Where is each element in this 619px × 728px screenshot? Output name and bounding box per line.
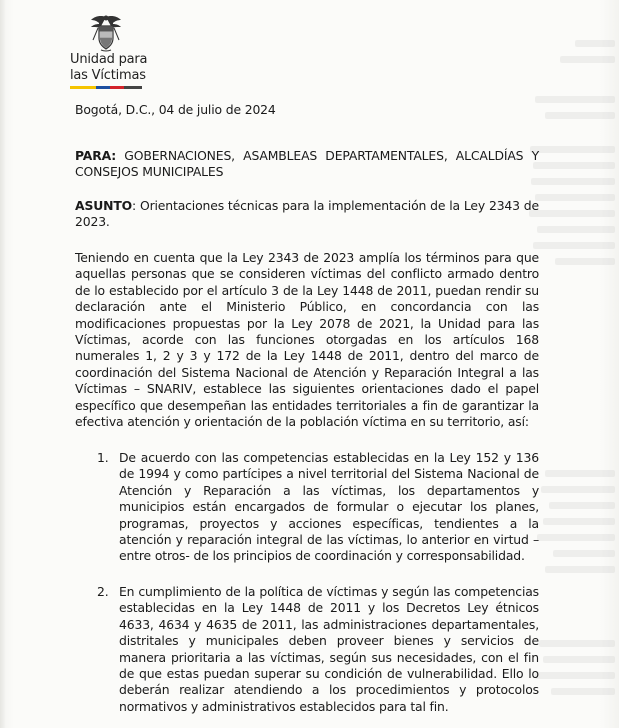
- list-item-text: De acuerdo con las competencias establecidas en la Ley 152 y 136 de 1994 y como partícipes a nivel territorial del Sistema Nacional de Atención y Reparación a las víctimas, los departamentos y municipios están encargados de formular o ejecutar los planes, programas, proyectos y acciones específicas, tendientes a la atención y reparación integral de las víctimas, lo anterior en virtud –entre otros- de los principios de coordinación y corresponsabilidad.: [119, 450, 539, 564]
- colombia-coat-of-arms-icon: [89, 14, 123, 52]
- list-item-number: 1.: [97, 450, 109, 465]
- asunto-text: : Orientaciones técnicas para la implementación de la Ley 2343 de 2023.: [75, 198, 539, 230]
- list-item-number: 2.: [97, 584, 109, 599]
- logo-bar-yellow: [70, 86, 96, 89]
- para-label: PARA:: [75, 148, 117, 163]
- logo-text-line1: Unidad para: [70, 52, 148, 67]
- scan-edge-shadow: [0, 0, 6, 728]
- asunto-label: ASUNTO: [75, 198, 133, 213]
- letter-date: Bogotá, D.C., 04 de julio de 2024: [75, 102, 276, 117]
- bleed-through-text: [529, 0, 619, 728]
- logo-bar-blue: [96, 86, 110, 89]
- unidad-victimas-logo: [70, 14, 180, 96]
- list-item-text: En cumplimiento de la política de víctimas y según las competencias establecidas en la Ley 1448 de 2011 y los Decretos Ley étnicos 4633, 4634 y 4635 de 2011, las administraciones departamentales, distritales y municipales deben proveer bienes y servicios de manera prioritaria a las víctimas, según sus necesidades, con el fin de que estas puedan superar su condición de vulnerabilidad. Ello lo deberán realizar atendiendo a los procedimientos y protocolos normativos y administrativos establecidos para tal fin.: [119, 584, 539, 714]
- logo-bar-red: [110, 86, 124, 89]
- logo-text-line2: las Víctimas: [70, 68, 146, 83]
- logo-bar-gray: [124, 86, 142, 89]
- intro-paragraph: Teniendo en cuenta que la Ley 2343 de 2023 amplía los términos para que aquellas personas que se consideren víctimas del conflicto armado dentro de lo establecido por el artículo 3 de la Ley 1448 de 2011, puedan rendir su declaración ante el Ministerio Público, en concordancia con las modificaciones propuestas por la Ley 2078 de 2021, la Unidad para las Víctimas, acorde con las funciones otorgadas en los artículos 168 numerales 1, 2 y 3 y 172 de la Ley 1448 de 2011, dentro del marco de coordinación del Sistema Nacional de Atención y Reparación Integral a las Víctimas – SNARIV, establece las siguientes orientaciones dado el papel específico que desempeñan las entidades territoriales a fin de garantizar la efectiva atención y orientación de la población víctima en su territorio, así:: [75, 250, 539, 430]
- para-recipients: GOBERNACIONES, ASAMBLEAS DEPARTAMENTALES, ALCALDÍAS Y CONSEJOS MUNICIPALES: [75, 148, 539, 180]
- logo-color-bar: [70, 86, 142, 89]
- recipients-block: [75, 148, 539, 181]
- subject-block: [75, 198, 539, 231]
